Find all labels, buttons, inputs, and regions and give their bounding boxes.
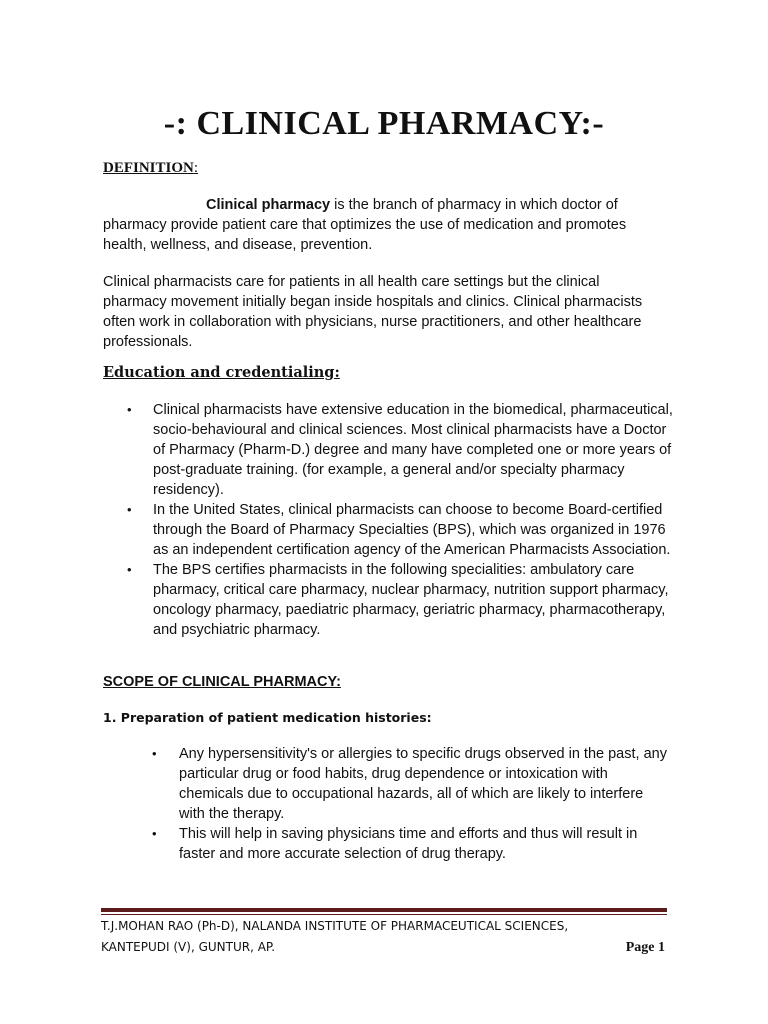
list-item-text: In the United States, clinical pharmacists can choose to become Board-certified through the Board of Pharmacy Specialties (BPS), which was organized in 1976 as an independent certification agency of the American Pharmacists Association.: [153, 502, 671, 558]
definition-term: Clinical pharmacy: [206, 197, 331, 213]
page-footer: [101, 916, 667, 958]
bullet-icon: •: [152, 746, 157, 761]
list-item-text: The BPS certifies pharmacists in the following specialities: ambulatory care pharmacy, critical care pharmacy, nuclear pharmacy, nutrition support pharmacy, oncology pharmacy, paediatric pharmacy, geriatric pharmacy, pharmacotherapy, and psychiatric pharmacy.: [153, 562, 669, 638]
page-title: -: CLINICAL PHARMACY:-: [163, 105, 605, 142]
definition-heading-colon: :: [193, 160, 199, 176]
definition-text: is the branch of pharmacy in which doctor of pharmacy provide patient care that optimizes the use of medication and promotes health, wellness, and disease, prevention.: [103, 197, 627, 253]
definition-heading: [103, 160, 198, 177]
scope-sub-heading: 1. Preparation of patient medication histories:: [103, 710, 432, 725]
list-item: [127, 400, 673, 500]
education-heading-text: Education and credentialing: [103, 364, 335, 381]
list-item-text: This will help in saving physicians time and efforts and thus will result in faster and more accurate selection of drug therapy.: [179, 826, 638, 862]
footer-author-line: T.J.MOHAN RAO (Ph-D), NALANDA INSTITUTE OF PHARMACEUTICAL SCIENCES,: [101, 919, 569, 933]
list-item-text: Clinical pharmacists have extensive education in the biomedical, pharmaceutical, socio-behavioural and clinical sciences. Most clinical pharmacists have a Doctor of Pharmacy (Pharm-D.) degree and many have completed one or more years of post-graduate training. (for example, a general and/or specialty pharmacy residency).: [153, 402, 673, 498]
bullet-icon: •: [127, 402, 132, 417]
education-heading: [103, 364, 340, 381]
education-heading-colon: :: [334, 364, 340, 381]
care-settings-paragraph: Clinical pharmacists care for patients in all health care settings but the clinical pharmacy movement initially began inside hospitals and clinics. Clinical pharmacists often work in collaboration with physicians, nurse practitioners, and other healthcare professionals.: [103, 274, 643, 350]
list-item-text: Any hypersensitivity's or allergies to specific drugs observed in the past, any particular drug or food habits, drug dependence or intoxication with chemicals due to occupational hazards, all of which are likely to interfere with the therapy.: [179, 746, 667, 822]
bullet-icon: •: [152, 826, 157, 841]
footer-divider-thin: [101, 914, 667, 915]
list-item: [127, 500, 673, 560]
bullet-icon: •: [127, 502, 132, 517]
list-item: [152, 744, 669, 824]
bullet-icon: •: [127, 562, 132, 577]
scope-list: [152, 744, 669, 864]
list-item: [127, 560, 673, 640]
footer-divider: [101, 908, 667, 912]
footer-address-line: KANTEPUDI (V), GUNTUR, AP.: [101, 940, 276, 954]
scope-heading: SCOPE OF CLINICAL PHARMACY:: [103, 674, 341, 690]
education-list: [127, 400, 673, 640]
page-number: Page 1: [625, 940, 665, 955]
list-item: [152, 824, 669, 864]
definition-heading-text: DEFINITION: [103, 160, 194, 176]
definition-paragraph: [103, 195, 663, 255]
